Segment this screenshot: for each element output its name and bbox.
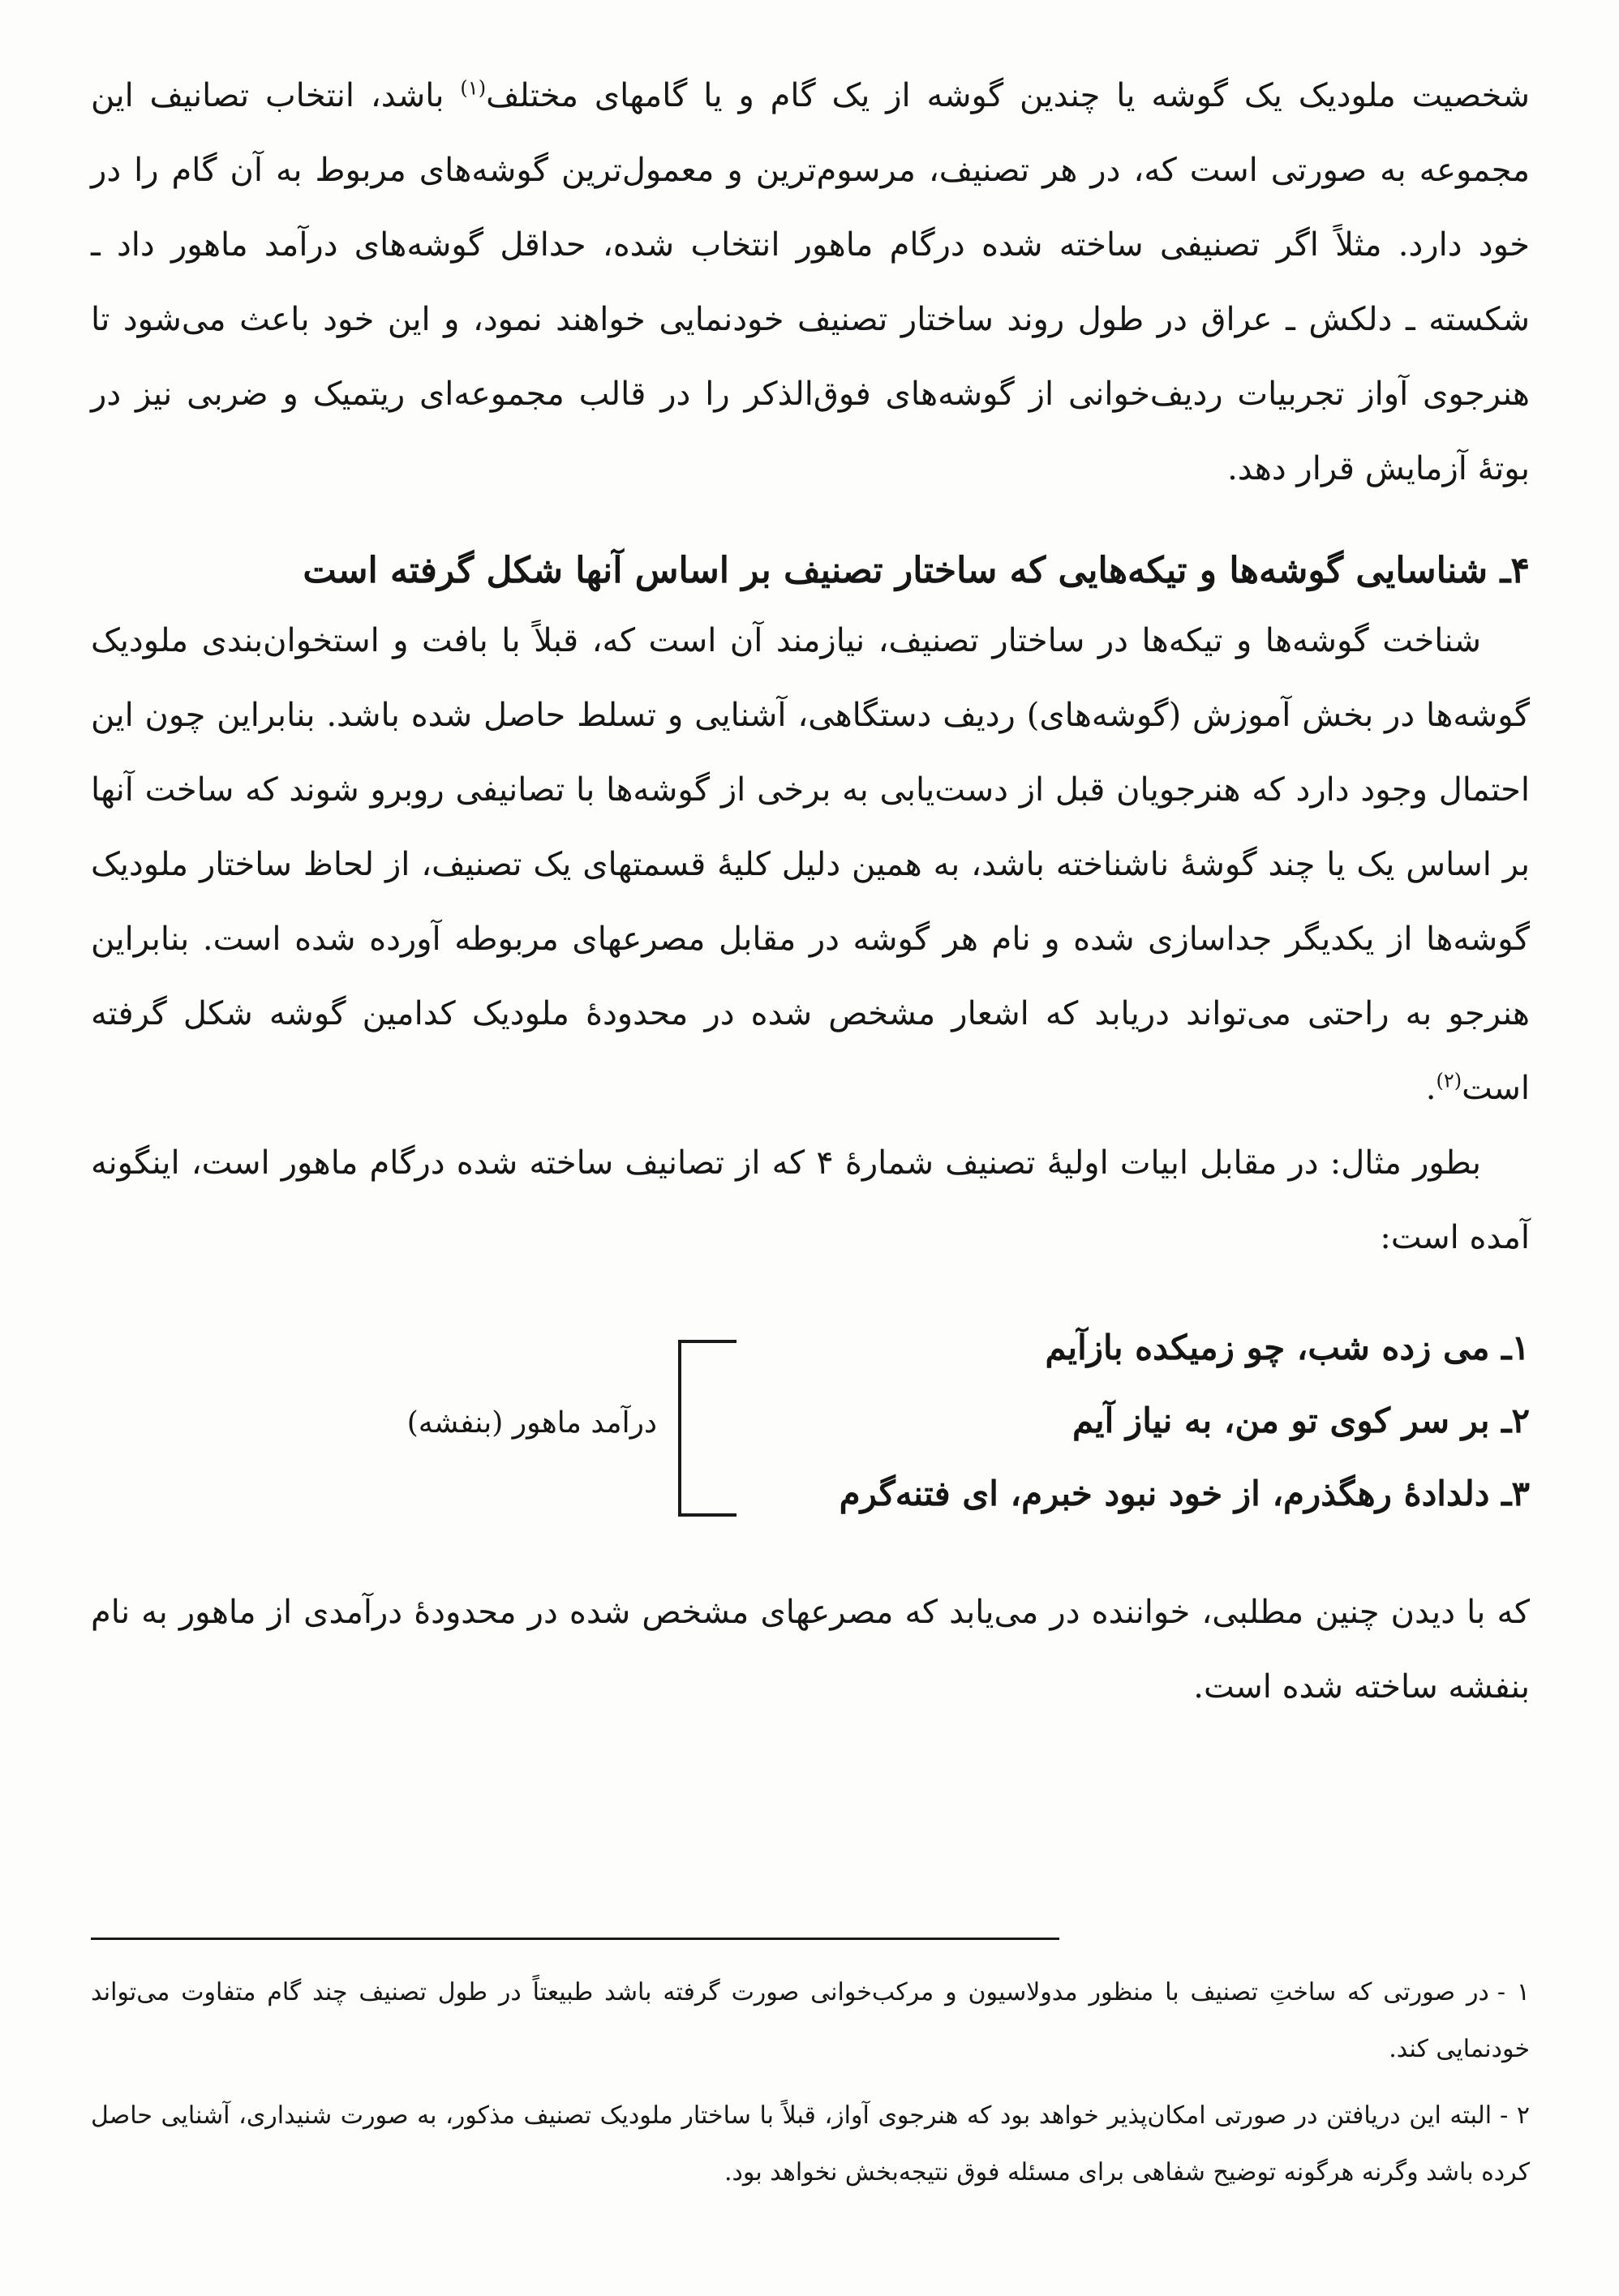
footnotes-section	[91, 1964, 1530, 2211]
paragraph-text: شناخت گوشه‌ها و تیکه‌ها در ساختار تصنیف، نیازمند آن است که، قبلاً با بافت و استخوان‌بندی ملودیک گوشه‌ها در بخش آموزش (گوشه‌های) ردیف دستگاهی، آشنایی و تسلط حاصل شده باشد. بنابراین چون این احتمال وجود دارد که هنرجویان قبل از دست‌یابی به برخی از گوشه‌ها با تصانیفی روبرو شوند که ساخت آنها بر اساس یک یا چند گوشهٔ ناشناخته باشد، به همین دلیل کلیهٔ قسمتهای یک تصنیف، از لحاظ ساختار ملودیک گوشه‌ها از یکدیگر جداسازی شده و نام هر گوشه در مقابل مصرعهای مربوطه آورده شده است. بنابراین هنرجو به راحتی می‌تواند دریابد که اشعار مشخص شده در محدودهٔ ملودیک کدامین گوشه شکل گرفته است	[91, 622, 1530, 1107]
footnote-text: البته این دریافتن در صورتی امکان‌پذیر خواهد بود که هنرجوی آواز، قبلاً با ساختار ملودیک تصنیف مذکور، به صورت شنیداری، آشنایی حاصل کرده باشد وگرنه هرگونه توضیح شفاهی برای مسئله فوق نتیجه‌بخش نخواهد بود.	[91, 2101, 1530, 2187]
paragraph-example-intro: بطور مثال: در مقابل ابیات اولیهٔ تصنیف شمارهٔ ۴ که از تصانیف ساخته شده درگام ماهور است، اینگونه آمده است:	[91, 1144, 1530, 1256]
poem-verse-3: ۳ـ دلدادهٔ رهگذرم، از خود نبود خبرم، ای فتنه‌گرم	[839, 1474, 1530, 1513]
footnote-2	[91, 2088, 1530, 2201]
section-heading-4	[91, 539, 1530, 603]
footnote-1	[91, 1964, 1530, 2078]
paragraph-recognizing-gushehs	[91, 603, 1530, 1126]
poem-verse-1: ۱ـ می زده شب، چو زمیکده بازآیم	[1045, 1328, 1530, 1367]
poem-verse-2: ۲ـ بر سر کوی تو من، به نیاز آیم	[1071, 1401, 1530, 1440]
footnote-number: ۱ -	[1497, 1978, 1530, 2006]
paragraph-conclusion: که با دیدن چنین مطلبی، خواننده در می‌یابد که مصرعهای مشخص شده در محدودهٔ درآمدی از ماهور به نام بنفشه ساخته شده است.	[91, 1594, 1530, 1706]
grouping-bracket	[678, 1340, 736, 1517]
paragraph-text: .	[1425, 1070, 1436, 1107]
poem-example	[91, 1324, 1530, 1551]
paragraph-text: باشد، انتخاب تصانیف این مجموعه به صورتی است که، در هر تصنیف، مرسوم‌ترین و معمول‌ترین گوشه‌های مربوط به آن گام را در خود دارد. مثلاً اگر تصنیفی ساخته شده درگام ماهور انتخاب شده، حداقل گوشه‌های درآمد ماهور داد ـ شکسته ـ دلکش ـ عراق در طول روند ساختار تصنیف خودنمایی خواهند نمود، و این خود باعث می‌شود تا هنرجوی آواز تجربیات ردیف‌خوانی از گوشه‌های فوق‌الذکر را در قالب مجموعه‌ای ریتمیک و ضربی نیز در بوتهٔ آزمایش قرار دهد.	[91, 77, 1530, 487]
paragraph-scale-character	[91, 58, 1530, 506]
footnote-marker-1[interactable]: (۱)	[460, 76, 487, 100]
footnote-marker-2[interactable]: (۲)	[1436, 1069, 1462, 1092]
heading-text: ۴ـ شناسایی گوشه‌ها و تیکه‌هایی که ساختار تصنیف بر اساس آنها شکل گرفته است	[303, 550, 1530, 591]
document-page	[91, 58, 1530, 2248]
paragraph-text: شخصیت ملودیک یک گوشه یا چندین گوشه از یک گام و یا گامهای مختلف	[486, 77, 1530, 114]
footnote-text: در صورتی که ساختِ تصنیف با منظور مدولاسیون و مرکب‌خوانی صورت گرفته باشد طبیعتاً در طول تصنیف چند گام متفاوت می‌تواند خودنمایی کند.	[91, 1978, 1530, 2063]
footnote-number: ۲ -	[1500, 2101, 1530, 2130]
gusheh-label: درآمد ماهور (بنفشه)	[406, 1406, 657, 1440]
footnote-divider	[91, 1938, 1059, 1940]
